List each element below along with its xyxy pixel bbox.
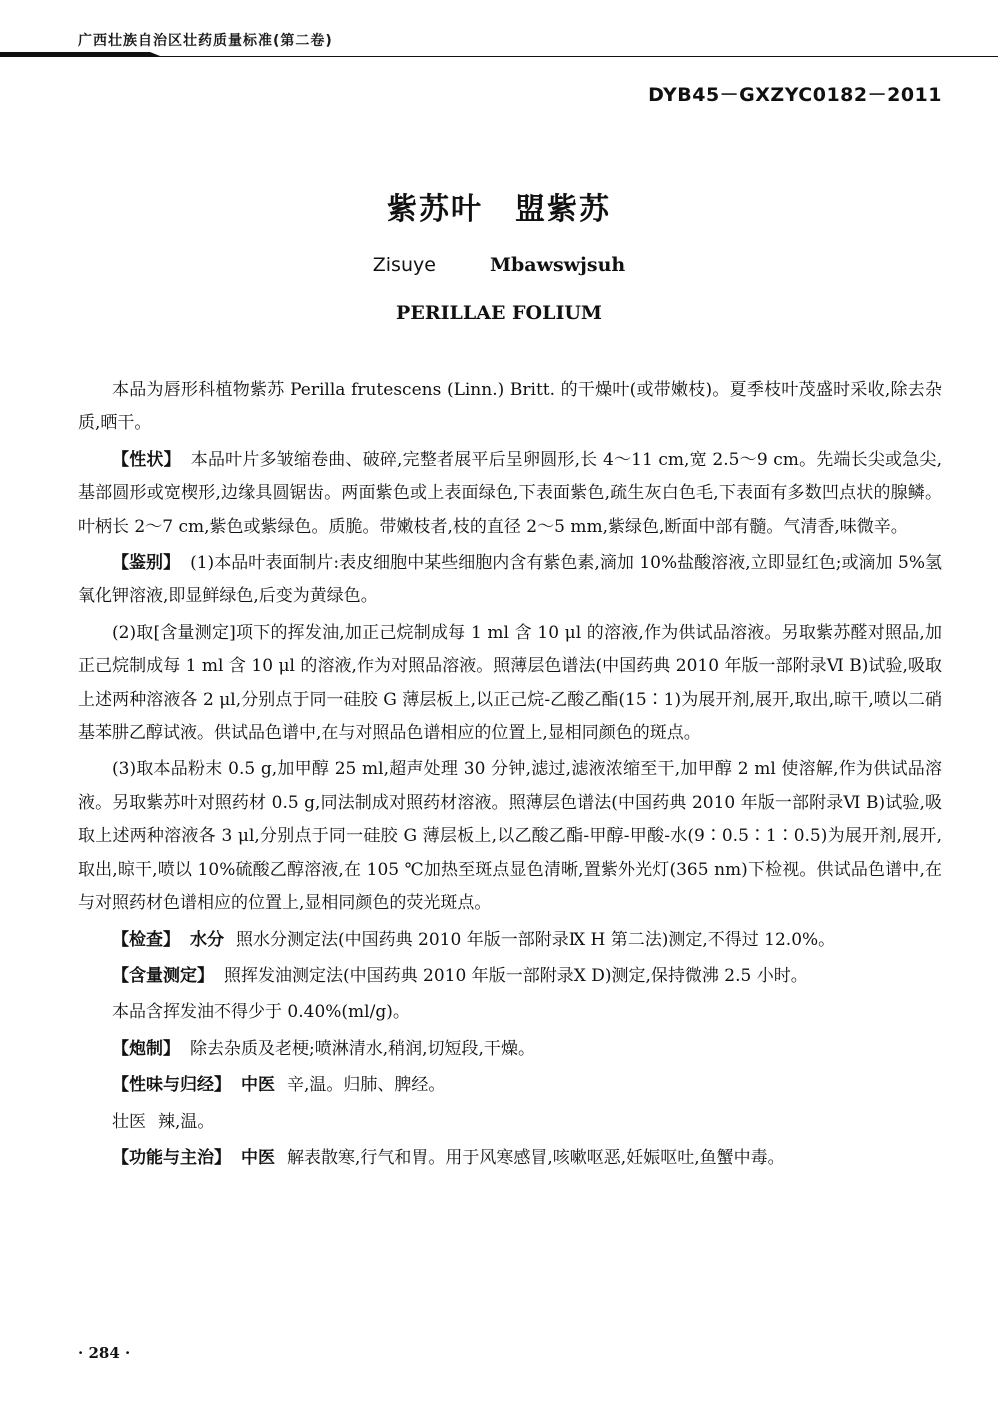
section-jianbie [78, 547, 942, 614]
section-text: 照挥发油测定法(中国药典 2010 年版一部附录Ⅹ D)测定,保持微沸 2.5 小时。 [224, 965, 808, 986]
section-xingwei [78, 1069, 942, 1102]
section-paozhi [78, 1033, 942, 1066]
book-title: 广西壮族自治区壮药质量标准(第二卷) [78, 33, 333, 49]
section-label: 【功能与主治】 [112, 1147, 231, 1168]
hanliang-limit: 本品含挥发油不得少于 0.40%(ml/g)。 [112, 1002, 410, 1023]
section-text: 辛,温。归肺、脾经。 [287, 1075, 446, 1096]
jianbie-item-2: (2)取[含量测定]项下的挥发油,加正己烷制成每 1 ml 含 10 μl 的溶液,作为供试品溶液。另取紫苏醛对照品,加正己烷制成每 1 ml 含 10 μl 的溶液,作为对照品溶液。照薄层色谱法(中国药典 2010 年版一部附录Ⅵ B)试验,吸取上述两种溶液各 2 μl,分别点于同一硅胶 G 薄层板上,以正己烷-乙酸乙酯(15∶1)为展开剂,展开,取出,晾干,喷以二硝基苯肼乙醇试液。供试品色谱中,在与对照品色谱相应的位置上,显相同颜色的斑点。 [78, 622, 942, 744]
section-label: 【鉴别】 [112, 553, 181, 574]
section-text: 解表散寒,行气和胃。用于风寒感冒,咳嗽呕恶,妊娠呕吐,鱼蟹中毒。 [287, 1147, 785, 1168]
monograph-body [78, 374, 942, 1178]
section-text: 照水分测定法(中国药典 2010 年版一部附录Ⅸ H 第二法)测定,不得过 12.0%。 [236, 929, 836, 950]
intro-paragraph: 本品为唇形科植物紫苏 Perilla frutescens (Linn.) Britt. 的干燥叶(或带嫩枝)。夏季枝叶茂盛时采收,除去杂质,晒干。 [78, 380, 942, 434]
section-hanliang [78, 960, 942, 993]
title-zhuang: Mbawswjsuh [489, 254, 626, 276]
page-title-chinese: 紫苏叶 盟紫苏 [387, 192, 611, 227]
page-number: · 284 · [78, 1344, 131, 1362]
section-label: 【含量测定】 [112, 965, 214, 986]
section-subtitle: 中医 [241, 1075, 275, 1096]
running-header [0, 0, 998, 58]
title-latin: PERILLAE FOLIUM [396, 302, 602, 324]
section-xingzhuang [78, 444, 942, 544]
section-label: 【性状】 [112, 449, 181, 470]
section-subtitle: 壮医 [112, 1111, 146, 1132]
jianbie-item-3: (3)取本品粉末 0.5 g,加甲醇 25 ml,超声处理 30 分钟,滤过,滤液浓缩至干,加甲醇 2 ml 使溶解,作为供试品溶液。另取紫苏叶对照药材 0.5 g,同法制成对照药材溶液。照薄层色谱法(中国药典 2010 年版一部附录Ⅵ B)试验,吸取上述两种溶液各 3 μl,分别点于同一硅胶 G 薄层板上,以乙酸乙酯-甲醇-甲酸-水(9∶0.5∶1∶0.5)为展开剂,展开,取出,晾干,喷以 10%硫酸乙醇溶液,在 105 ℃加热至斑点显色清晰,置紫外光灯(365 nm)下检视。供试品色谱中,在与对照药材色谱相应的位置上,显相同颜色的荧光斑点。 [78, 759, 942, 914]
section-text: 除去杂质及老梗;喷淋清水,稍润,切短段,干燥。 [190, 1038, 535, 1059]
section-label: 【炮制】 [112, 1038, 180, 1059]
header-rule [0, 52, 998, 58]
section-label: 【检查】 [112, 929, 180, 950]
section-text: 辣,温。 [158, 1111, 215, 1132]
section-text: (1)本品叶表面制片:表皮细胞中某些细胞内含有紫色素,滴加 10%盐酸溶液,立即显红色;或滴加 5%氢氧化钾溶液,即显鲜绿色,后变为黄绿色。 [78, 553, 943, 607]
title-romanized [0, 254, 998, 276]
section-subtitle: 水分 [190, 929, 224, 950]
xingwei-zhuang [78, 1106, 942, 1139]
section-text: 本品叶片多皱缩卷曲、破碎,完整者展平后呈卵圆形,长 4～11 cm,宽 2.5～9 cm。先端长尖或急尖,基部圆形或宽楔形,边缘具圆锯齿。两面紫色或上表面绿色,下表面紫色,疏生灰白色毛,下表面有多数凹点状的腺鳞。叶柄长 2～7 cm,紫色或紫绿色。质脆。带嫩枝者,枝的直径 2～5 mm,紫绿色,断面中部有髓。气清香,味微辛。 [78, 449, 942, 537]
section-label: 【性味与归经】 [112, 1075, 231, 1096]
section-gongneng [78, 1142, 942, 1175]
title-pinyin: Zisuye [372, 254, 436, 276]
standard-code: DYB45－GXZYC0182－2011 [648, 84, 942, 106]
section-jiancha [78, 924, 942, 957]
section-subtitle: 中医 [241, 1147, 275, 1168]
